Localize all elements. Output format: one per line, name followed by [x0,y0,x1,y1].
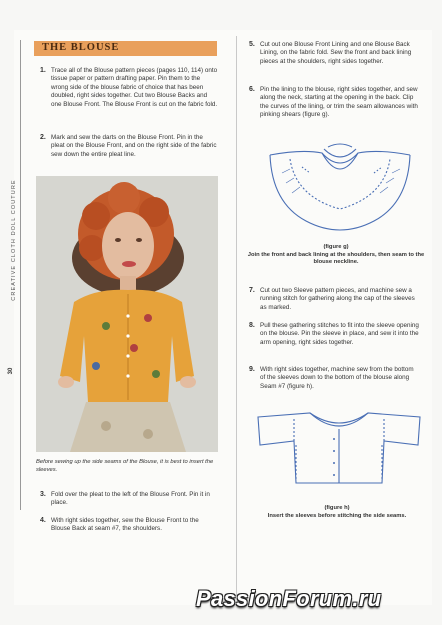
figure-g-caption [246,244,426,267]
running-head: CREATIVE CLOTH DOLL COUTURE [11,179,17,301]
section-title: THE BLOUSE [42,42,120,53]
step-3: 3. Fold over the pleat to the left of the Blouse Front. Pin it in place. [40,491,210,507]
figure-h-diagram [252,405,426,489]
step-6: 6. Pin the lining to the blouse, right sides together, and sew along the neck, starting at the opening in the back. Clip the curves of the lining, or trim the seam allowances with pinking shears (figure g). [249,86,418,119]
step-2: 2. Mark and sew the darts on the Blouse Front. Pin in the pleat on the Blouse Front, and on the right side of the fabric sew down the entire pleat line. [40,134,217,158]
step-7: 7. Cut out two Sleeve pattern pieces, and machine sew a running stitch for gathering along the cap of the sleeves as marked. [249,287,415,311]
step-9: 9. With right sides together, machine sew from the bottom of the sleeves down to the bottom of the blouse along Seam #7 (figure h). [249,366,414,390]
step-5: 5. Cut out one Blouse Front Lining and one Blouse Back Lining, on the fabric fold. Sew the front and back lining pieces at the shoulders, right sides together. [249,41,412,65]
figure-g-diagram [262,143,418,243]
figure-h-text: Insert the sleeves before stitching the side seams. [267,512,407,519]
step-4: 4. With right sides together, sew the Blouse Front to the Blouse Back at seam #7, the shoulders. [40,517,199,533]
step-1: 1. Trace all of the Blouse pattern pieces (pages 110, 114) onto tissue paper or pattern drafting paper. Pin them to the wrong side of the blouse fabric of choice that has been doubled, right sides together. Cut two Blouse Backs and one Blouse Front. The Blouse Front is cut on the fabric fold. [40,67,218,108]
photo-caption: Before sewing up the side seams of the Blouse, it is best to insert the sleeves. [36,459,214,473]
step-8: 8. Pull these gathering stitches to fit into the sleeve opening on the blouse. Pin the sleeve in place, and sew it into the arm opening, right sides together. [249,322,419,346]
watermark-logo: PassionForum.ru [196,586,382,611]
doll-illustration [36,176,218,452]
figure-g-text: Join the front and back lining at the shoulders, then seam to the blouse neckline. [247,251,425,266]
figure-h-caption [240,505,434,520]
doll-photo [36,176,218,452]
section-title-bar [34,41,217,56]
column-divider [236,36,237,596]
figure-g-label: (figure g) [323,244,349,250]
figure-h-label: (figure h) [324,505,350,511]
page-number: 30 [8,367,14,375]
